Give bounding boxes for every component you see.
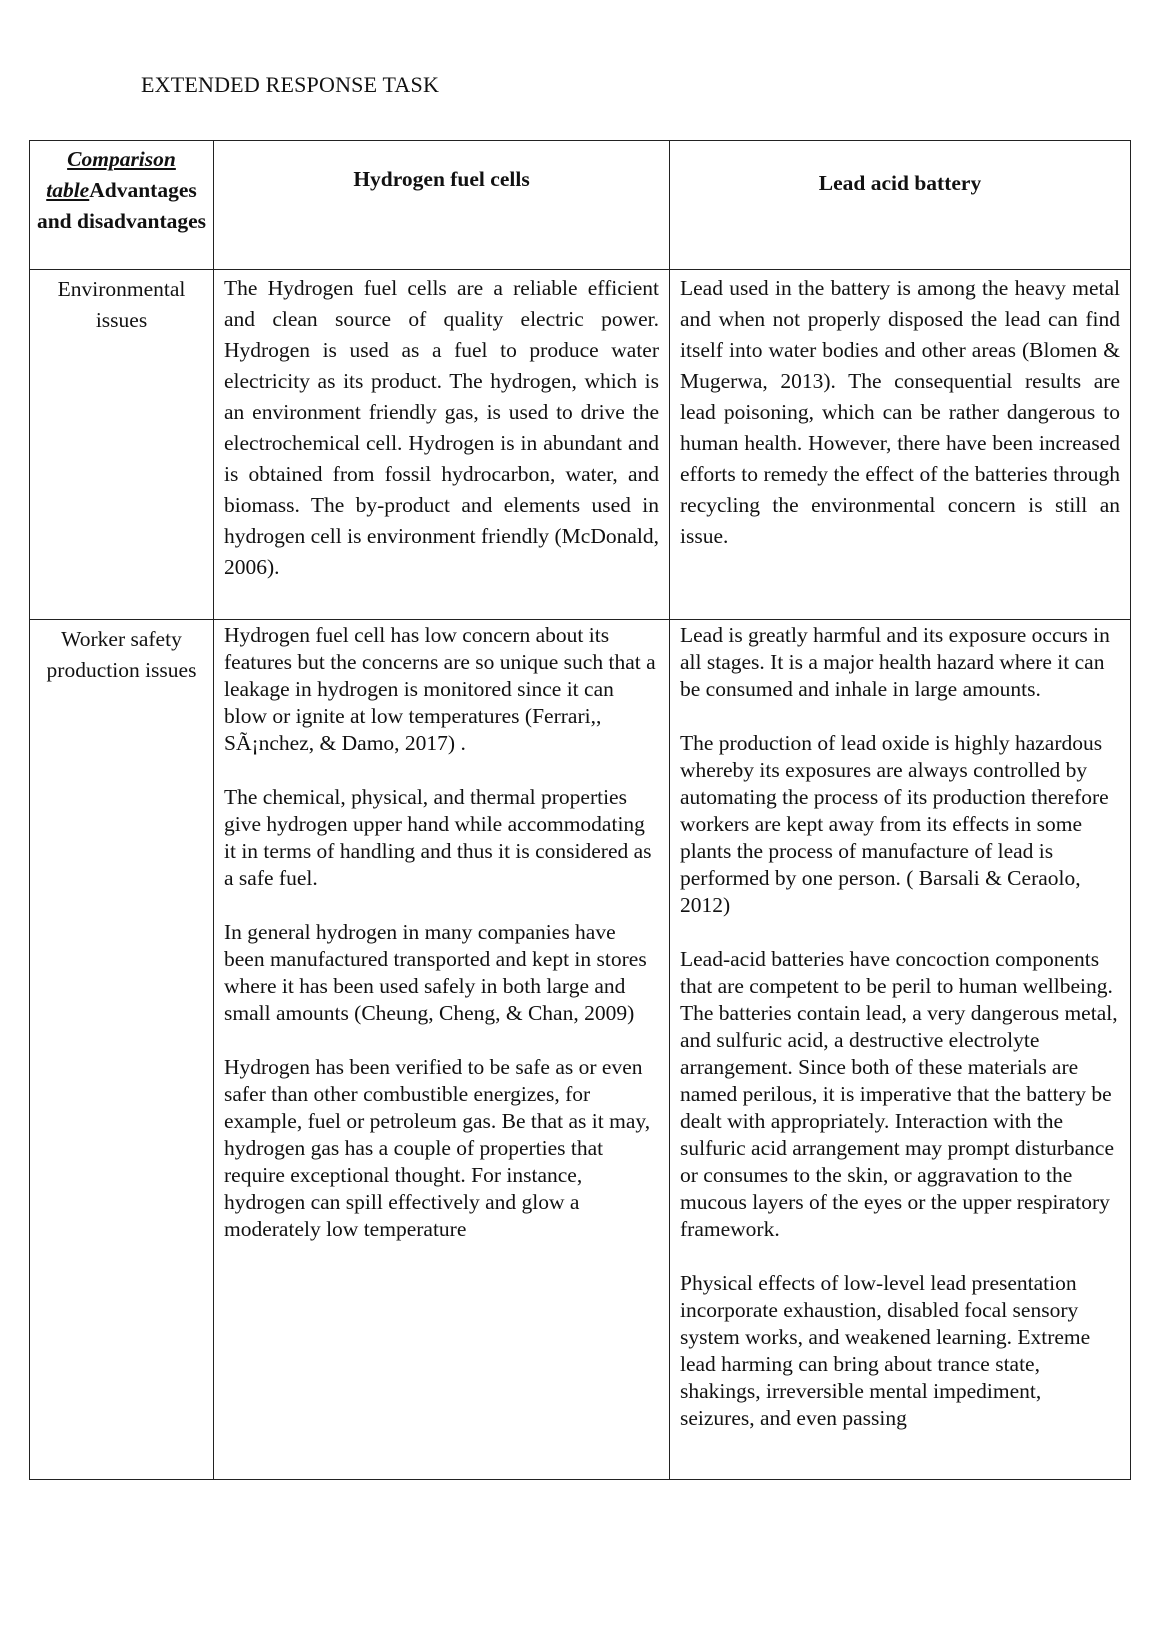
paragraph: Lead used in the battery is among the heavy metal and when not properly disposed the lead can find itself into water bodies and other areas (Blomen & Mugerwa, 2013). The consequential results are lead poisoning, which can be rather dangerous to human health. However, there have been increased efforts to remedy the effect of the batteries through recycling the environmental concern is still an issue. (680, 276, 1120, 548)
paragraph: Hydrogen has been verified to be safe as or even safer than other combustible energizes, for example, fuel or petroleum gas. Be that as it may, hydrogen gas has a couple of properties that require exceptional thought. For instance, hydrogen can spill effectively and glow a moderately low temperature (224, 1055, 651, 1241)
paragraph: Hydrogen fuel cell has low concern about its features but the concerns are so unique such that a leakage in hydrogen is monitored since it can blow or ignite at low temperatures (Ferrari,, SÃ¡nchez, & Damo, 2017) . (224, 623, 656, 755)
cell-hydrogen-environmental (214, 270, 670, 620)
paragraph: Lead is greatly harmful and its exposure occurs in all stages. It is a major health hazard where it can be consumed and inhale in large amounts. (680, 623, 1110, 701)
row-label-environmental: Environmental issues (30, 270, 214, 620)
comparison-table (29, 140, 1131, 1480)
header-advantages-label: Advantages and disadvantages (36, 178, 207, 233)
cell-hydrogen-worker-safety (214, 620, 670, 1480)
table-row (30, 270, 1131, 620)
row-label-worker-safety: Worker safety production issues (30, 620, 214, 1480)
header-cell-hydrogen: Hydrogen fuel cells (214, 141, 670, 270)
paragraph: The production of lead oxide is highly hazardous whereby its exposures are always controlled by automating the process of its production therefore workers are kept away from its effects in some plants the process of manufacture of lead is performed by one person. ( Barsali & Ceraolo, 2012) (680, 731, 1109, 917)
paragraph: In general hydrogen in many companies have been manufactured transported and kept in stores where it has been used safely in both large and small amounts (Cheung, Cheng, & Chan, 2009) (224, 920, 647, 1025)
table-header-row (30, 141, 1131, 270)
paragraph: Lead-acid batteries have concoction components that are competent to be peril to human wellbeing. The batteries contain lead, a very dangerous metal, and sulfuric acid, a destructive electrolyte arrangement. Since both of these materials are named perilous, it is imperative that the battery be dealt with appropriately. Interaction with the sulfuric acid arrangement may prompt disturbance or consumes to the skin, or aggravation to the mucous layers of the eyes or the upper respiratory framework. (680, 947, 1118, 1241)
header-cell-lead-acid: Lead acid battery (670, 141, 1131, 270)
table-row (30, 620, 1131, 1480)
header-comparison-table-label: Comparison table (46, 147, 176, 202)
cell-lead-acid-worker-safety (670, 620, 1131, 1480)
paragraph: Physical effects of low-level lead presentation incorporate exhaustion, disabled focal sensory system works, and weakened learning. Extreme lead harming can bring about trance state, shakings, irreversible mental impediment, seizures, and even passing (680, 1271, 1091, 1430)
paragraph: The Hydrogen fuel cells are a reliable efficient and clean source of quality electric power. Hydrogen is used as a fuel to produce water electricity as its product. The hydrogen, which is an environment friendly gas, is used to drive the electrochemical cell. Hydrogen is in abundant and is obtained from fossil hydrocarbon, water, and biomass. The by-product and elements used in hydrogen cell is environment friendly (McDonald, 2006). (224, 276, 659, 579)
cell-lead-acid-environmental (670, 270, 1131, 620)
paragraph: The chemical, physical, and thermal properties give hydrogen upper hand while accommodating it in terms of handling and thus it is considered as a safe fuel. (224, 785, 652, 890)
header-cell-comparison (30, 141, 214, 270)
document-title: EXTENDED RESPONSE TASK (141, 72, 440, 97)
